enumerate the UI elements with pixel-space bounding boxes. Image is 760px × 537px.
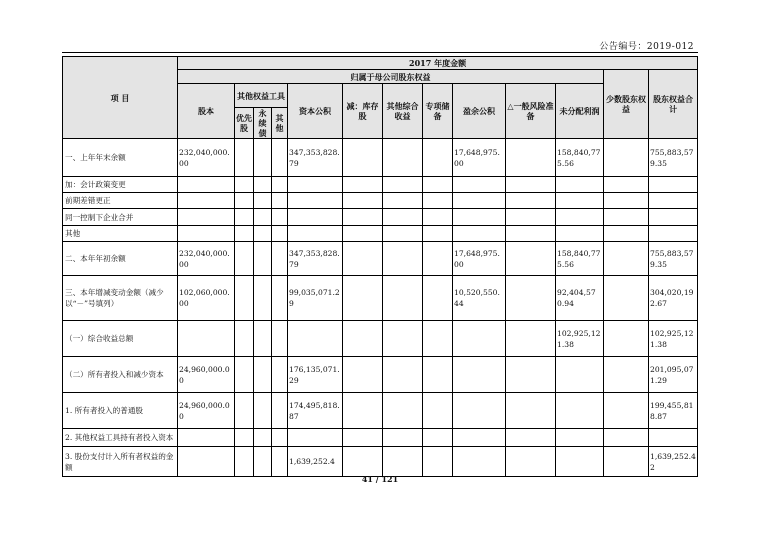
row-label: （一）综合收益总额 — [63, 321, 178, 357]
column-header-special-reserve: 专项储备 — [423, 84, 453, 139]
column-header-perpetual: 永续债 — [254, 108, 272, 139]
cell-empty — [506, 139, 556, 177]
equity-change-table — [62, 56, 698, 477]
cell-empty — [343, 139, 383, 177]
cell-total: 304,020,192.67 — [649, 276, 698, 321]
cell-retained: 158,840,775.56 — [556, 242, 604, 276]
cell-empty — [383, 357, 423, 393]
cell-empty — [506, 357, 556, 393]
cell-share — [178, 177, 235, 193]
cell-retained — [556, 429, 604, 447]
column-header-other: 其他 — [272, 108, 288, 139]
cell-empty — [235, 209, 254, 226]
cell-empty — [272, 209, 288, 226]
cell-empty — [506, 177, 556, 193]
cell-empty — [254, 209, 272, 226]
cell-total: 201,095,071.29 — [649, 357, 698, 393]
cell-capres — [288, 193, 343, 209]
cell-retained — [556, 393, 604, 429]
row-label: 二、本年年初余额 — [63, 242, 178, 276]
column-header-preferred: 优先股 — [235, 108, 254, 139]
cell-total: 755,883,579.35 — [649, 242, 698, 276]
cell-empty — [383, 429, 423, 447]
column-header-oci: 其他综合收益 — [383, 84, 423, 139]
cell-retained — [556, 226, 604, 242]
year-title: 2017 年度金额 — [178, 57, 698, 70]
column-header-other-equity-tools: 其他权益工具 — [235, 84, 288, 108]
cell-retained: 158,840,775.56 — [556, 139, 604, 177]
cell-empty — [604, 429, 649, 447]
cell-empty — [383, 276, 423, 321]
cell-empty — [506, 447, 556, 477]
cell-empty — [506, 276, 556, 321]
column-header-minority: 少数股东权益 — [604, 70, 649, 139]
cell-empty — [506, 193, 556, 209]
cell-empty — [343, 357, 383, 393]
cell-empty — [254, 177, 272, 193]
cell-empty — [383, 209, 423, 226]
cell-surplus — [453, 357, 506, 393]
column-header-capital-reserve: 资本公积 — [288, 84, 343, 139]
table-row — [63, 357, 698, 393]
cell-empty — [272, 447, 288, 477]
cell-empty — [423, 226, 453, 242]
cell-share — [178, 321, 235, 357]
table-row — [63, 209, 698, 226]
cell-empty — [604, 139, 649, 177]
table-row — [63, 139, 698, 177]
cell-empty — [423, 193, 453, 209]
cell-empty — [423, 177, 453, 193]
column-header-treasury: 减：库存股 — [343, 84, 383, 139]
cell-surplus — [453, 226, 506, 242]
cell-empty — [272, 177, 288, 193]
cell-empty — [383, 177, 423, 193]
table-row — [63, 276, 698, 321]
cell-retained — [556, 193, 604, 209]
cell-retained: 92,404,570.94 — [556, 276, 604, 321]
cell-empty — [272, 321, 288, 357]
cell-empty — [423, 276, 453, 321]
cell-share — [178, 209, 235, 226]
cell-empty — [506, 209, 556, 226]
cell-empty — [254, 393, 272, 429]
cell-share: 24,960,000.00 — [178, 393, 235, 429]
cell-retained — [556, 447, 604, 477]
cell-surplus — [453, 321, 506, 357]
page-number: 41 / 121 — [361, 474, 399, 484]
cell-surplus: 10,520,550.44 — [453, 276, 506, 321]
cell-total — [649, 226, 698, 242]
cell-empty — [506, 393, 556, 429]
cell-empty — [383, 321, 423, 357]
cell-empty — [423, 209, 453, 226]
header-rule — [62, 52, 698, 53]
cell-empty — [343, 226, 383, 242]
cell-empty — [383, 226, 423, 242]
cell-empty — [235, 242, 254, 276]
row-label: 2. 其他权益工具持有者投入资本 — [63, 429, 178, 447]
cell-empty — [254, 242, 272, 276]
cell-empty — [604, 226, 649, 242]
table-row — [63, 321, 698, 357]
row-label: （二）所有者投入和减少资本 — [63, 357, 178, 393]
table-row — [63, 242, 698, 276]
cell-share: 232,040,000.00 — [178, 242, 235, 276]
cell-empty — [235, 447, 254, 477]
row-label: 一、上年年末余额 — [63, 139, 178, 177]
cell-empty — [235, 276, 254, 321]
cell-total — [649, 429, 698, 447]
cell-capres: 99,035,071.29 — [288, 276, 343, 321]
cell-capres: 347,353,828.79 — [288, 242, 343, 276]
cell-empty — [604, 193, 649, 209]
cell-share — [178, 447, 235, 477]
table-row — [63, 393, 698, 429]
cell-capres: 174,495,818.87 — [288, 393, 343, 429]
announcement-number: 公告编号：2019-012 — [599, 42, 694, 52]
cell-empty — [604, 393, 649, 429]
cell-empty — [604, 321, 649, 357]
cell-empty — [254, 276, 272, 321]
cell-total — [649, 209, 698, 226]
row-label: 前期差错更正 — [63, 193, 178, 209]
cell-empty — [423, 393, 453, 429]
cell-empty — [423, 447, 453, 477]
cell-share: 102,060,000.00 — [178, 276, 235, 321]
cell-surplus — [453, 447, 506, 477]
column-header-general-risk: △一般风险准备 — [506, 84, 556, 139]
cell-empty — [235, 177, 254, 193]
cell-empty — [343, 177, 383, 193]
column-header-share-capital: 股本 — [178, 84, 235, 139]
cell-total: 102,925,121.38 — [649, 321, 698, 357]
cell-empty — [343, 209, 383, 226]
cell-empty — [254, 139, 272, 177]
cell-capres: 1,639,252.4 — [288, 447, 343, 477]
cell-empty — [272, 276, 288, 321]
cell-empty — [423, 429, 453, 447]
cell-capres — [288, 321, 343, 357]
cell-empty — [383, 139, 423, 177]
table-row — [63, 193, 698, 209]
cell-empty — [272, 429, 288, 447]
cell-empty — [235, 193, 254, 209]
row-label: 三、本年增减变动金额（减少以“－”号填列） — [63, 276, 178, 321]
cell-empty — [235, 139, 254, 177]
row-label: 加：会计政策变更 — [63, 177, 178, 193]
cell-empty — [235, 357, 254, 393]
cell-empty — [506, 321, 556, 357]
cell-empty — [254, 193, 272, 209]
cell-empty — [423, 357, 453, 393]
cell-empty — [272, 242, 288, 276]
cell-empty — [383, 393, 423, 429]
cell-surplus — [453, 429, 506, 447]
cell-empty — [235, 321, 254, 357]
cell-share — [178, 226, 235, 242]
cell-empty — [235, 393, 254, 429]
column-header-retained-earnings: 未分配利润 — [556, 84, 604, 139]
cell-empty — [423, 321, 453, 357]
cell-total: 1,639,252.42 — [649, 447, 698, 477]
cell-capres — [288, 226, 343, 242]
cell-total — [649, 177, 698, 193]
cell-empty — [254, 447, 272, 477]
parent-equity-header: 归属于母公司股东权益 — [178, 70, 604, 84]
cell-empty — [604, 242, 649, 276]
cell-empty — [343, 447, 383, 477]
cell-surplus: 17,648,975.00 — [453, 242, 506, 276]
cell-empty — [254, 321, 272, 357]
cell-empty — [506, 226, 556, 242]
cell-surplus — [453, 209, 506, 226]
cell-empty — [235, 226, 254, 242]
column-header-item: 项 目 — [63, 57, 178, 139]
cell-empty — [272, 226, 288, 242]
table-row — [63, 447, 698, 477]
cell-share — [178, 429, 235, 447]
cell-empty — [604, 447, 649, 477]
cell-empty — [343, 193, 383, 209]
cell-empty — [383, 193, 423, 209]
cell-empty — [423, 139, 453, 177]
cell-empty — [506, 429, 556, 447]
table-row — [63, 429, 698, 447]
cell-surplus — [453, 193, 506, 209]
cell-empty — [254, 226, 272, 242]
cell-capres — [288, 429, 343, 447]
row-label: 1. 所有者投入的普通股 — [63, 393, 178, 429]
cell-surplus: 17,648,975.00 — [453, 139, 506, 177]
cell-empty — [272, 357, 288, 393]
cell-total: 755,883,579.35 — [649, 139, 698, 177]
cell-empty — [383, 447, 423, 477]
cell-retained — [556, 177, 604, 193]
cell-total — [649, 193, 698, 209]
cell-empty — [604, 357, 649, 393]
cell-retained: 102,925,121.38 — [556, 321, 604, 357]
cell-empty — [254, 429, 272, 447]
cell-share: 232,040,000.00 — [178, 139, 235, 177]
cell-empty — [272, 139, 288, 177]
row-label: 其他 — [63, 226, 178, 242]
cell-share — [178, 193, 235, 209]
column-header-total: 股东权益合计 — [649, 70, 698, 139]
cell-share: 24,960,000.00 — [178, 357, 235, 393]
column-header-surplus-reserve: 盈余公积 — [453, 84, 506, 139]
cell-capres — [288, 209, 343, 226]
cell-empty — [343, 242, 383, 276]
cell-empty — [272, 393, 288, 429]
cell-empty — [235, 429, 254, 447]
cell-empty — [604, 209, 649, 226]
cell-empty — [604, 276, 649, 321]
row-label: 3. 股份支付计入所有者权益的金额 — [63, 447, 178, 477]
cell-capres — [288, 177, 343, 193]
cell-surplus — [453, 393, 506, 429]
cell-empty — [343, 393, 383, 429]
cell-empty — [506, 242, 556, 276]
cell-empty — [423, 242, 453, 276]
cell-total: 199,455,818.87 — [649, 393, 698, 429]
table-row — [63, 226, 698, 242]
cell-retained — [556, 357, 604, 393]
cell-empty — [343, 276, 383, 321]
cell-empty — [343, 321, 383, 357]
cell-empty — [343, 429, 383, 447]
cell-empty — [383, 242, 423, 276]
cell-empty — [272, 193, 288, 209]
cell-empty — [254, 357, 272, 393]
cell-surplus — [453, 177, 506, 193]
cell-empty — [604, 177, 649, 193]
cell-capres: 347,353,828.79 — [288, 139, 343, 177]
cell-capres: 176,135,071.29 — [288, 357, 343, 393]
cell-retained — [556, 209, 604, 226]
row-label: 同一控制下企业合并 — [63, 209, 178, 226]
table-row — [63, 177, 698, 193]
